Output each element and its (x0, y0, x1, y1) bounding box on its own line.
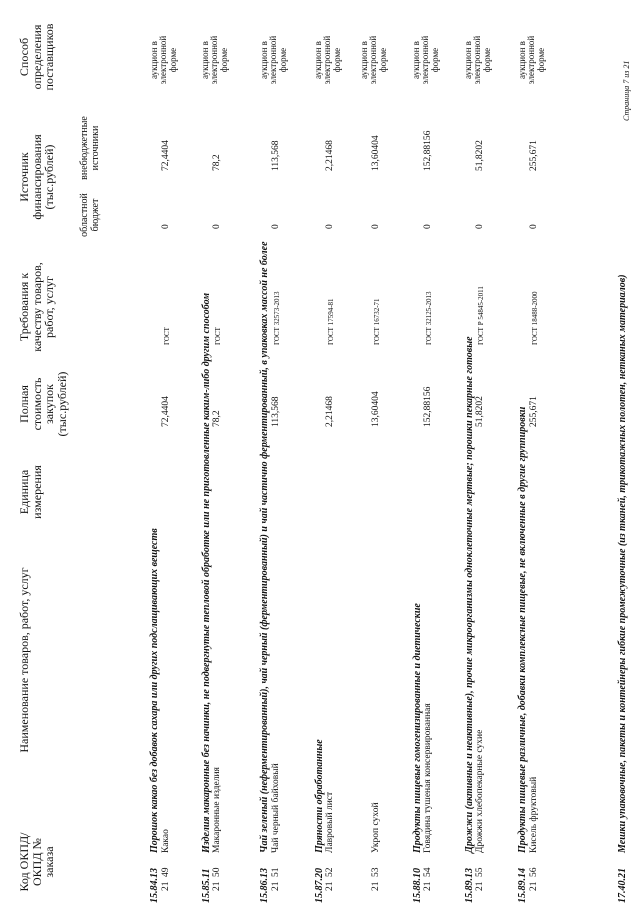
header-funding-regional: областной бюджет (79, 193, 101, 237)
group-title: Изделия макаронные без начинки, не подвергнутые тепловой обработке или не приготовленные каким-либо другим способом (201, 292, 212, 853)
item-name: Лавровый лист (325, 791, 335, 853)
item-name: Укроп сухой (371, 802, 381, 853)
procurement-method: аукцион в электронной форме (313, 35, 342, 85)
funding-regional-value: 0 (161, 224, 171, 229)
header-requirements: Требования к качеству товаров, работ, услуг (17, 262, 57, 352)
order-number: 53 (371, 867, 381, 877)
group-code: 15.89.14 (517, 868, 528, 903)
funding-extra-value: 51,8202 (475, 140, 485, 171)
group-title: Продукты пищевые гомогенизированные и диетические (412, 603, 423, 853)
funding-extra-value: 78,2 (212, 154, 222, 171)
order-number: 55 (475, 867, 485, 877)
group-code: 15.84.13 (149, 868, 160, 903)
funding-extra-value: 152,88156 (423, 130, 433, 171)
item-cost: 51,8202 (475, 396, 485, 427)
item-name: Макаронные изделия (212, 767, 222, 853)
group-code: 15.88.10 (412, 868, 423, 903)
funding-regional-value: 0 (529, 224, 539, 229)
funding-extra-value: 255,671 (529, 140, 539, 171)
quality-standard: ГОСТ Р 54845-2011 (477, 286, 485, 345)
header-cost: Полная стоимость закупок (тыс.рублей) (17, 371, 69, 437)
item-name: Чай черный байховый (271, 763, 281, 853)
funding-regional-value: 0 (212, 224, 222, 229)
group-title: Мешки упаковочные, пакеты и контейнеры гибкие промежуточные (из тканей, трикотажных полотен, нетканых материалов) (617, 274, 628, 853)
order-number-prefix: 21 (271, 881, 281, 891)
order-number: 56 (529, 867, 539, 877)
item-cost: 13,60404 (371, 391, 381, 427)
order-number: 52 (325, 867, 335, 877)
header-funding-extra: внебюджетные источники (79, 116, 101, 180)
item-cost: 2,21468 (325, 396, 335, 427)
item-cost: 72,4404 (161, 396, 171, 427)
funding-regional-value: 0 (325, 224, 335, 229)
procurement-method: аукцион в электронной форме (359, 35, 388, 85)
group-code: 15.85.11 (201, 868, 212, 903)
quality-standard: ГОСТ 17594-81 (327, 298, 335, 345)
funding-regional-value: 0 (271, 224, 281, 229)
funding-regional-value: 0 (475, 224, 485, 229)
header-funding: Источник финансирования (тыс.рублей) (17, 134, 57, 220)
order-number-prefix: 21 (423, 881, 433, 891)
group-code: 15.89.13 (464, 868, 475, 903)
procurement-method: аукцион в электронной форме (200, 35, 229, 85)
page-number: Страница 7 из 21 (622, 60, 631, 121)
item-cost: 152,88156 (423, 386, 433, 427)
group-title: Чай зеленый (неферментированный), чай черный (ферментированный) и чай частично ферментированный, в упаковках массой не более (259, 241, 270, 853)
funding-regional-value: 0 (371, 224, 381, 229)
order-number-prefix: 21 (325, 881, 335, 891)
header-unit: Единица измерения (17, 465, 44, 519)
procurement-method: аукцион в электронной форме (463, 35, 492, 85)
group-code: 17.40.21 (617, 868, 628, 903)
quality-standard: ГОСТ 18488-2000 (531, 291, 539, 345)
group-title: Продукты пищевые различные, добавки комплексные пищевые, не включенные в другие группировки (517, 406, 528, 853)
procurement-method: аукцион в электронной форме (149, 35, 178, 85)
order-number: 54 (423, 867, 433, 877)
item-name: Говядина тушеная консервированная (423, 703, 433, 853)
quality-standard: ГОСТ (214, 327, 222, 345)
item-cost: 113,568 (271, 396, 281, 427)
order-number: 49 (161, 867, 171, 877)
group-code: 15.86.13 (259, 868, 270, 903)
item-name: Кисель фруктовый (529, 776, 539, 853)
item-cost: 78,2 (212, 410, 222, 427)
header-method: Способ определения поставщиков (17, 23, 57, 91)
funding-extra-value: 113,568 (271, 140, 281, 171)
group-title: Порошок какао без добавок сахара или других подслащивающих веществ (149, 528, 160, 853)
group-title: Пряности обработанные (314, 739, 325, 853)
procurement-method: аукцион в электронной форме (259, 35, 288, 85)
group-title: Дрожжи (активные и неактивные), прочие микроорганизмы одноклеточные мертвые; порошки пекарные готовые (464, 336, 475, 853)
funding-extra-value: 13,60404 (371, 135, 381, 171)
item-cost: 255,671 (529, 396, 539, 427)
funding-extra-value: 72,4404 (161, 140, 171, 171)
header-name: Наименование товаров, работ, услуг (17, 567, 31, 753)
quality-standard: ГОСТ 32573-2013 (273, 291, 281, 345)
quality-standard: ГОСТ 16732-71 (373, 298, 381, 345)
procurement-method: аукцион в электронной форме (517, 35, 546, 85)
quality-standard: ГОСТ (163, 327, 171, 345)
order-number: 50 (212, 867, 222, 877)
header-code: Код ОКПД/ ОКПД № заказа (17, 832, 57, 892)
order-number-prefix: 21 (529, 881, 539, 891)
procurement-method: аукцион в электронной форме (411, 35, 440, 85)
order-number-prefix: 21 (475, 881, 485, 891)
order-number: 51 (271, 867, 281, 877)
order-number-prefix: 21 (371, 881, 381, 891)
quality-standard: ГОСТ 32125-2013 (425, 291, 433, 345)
group-code: 15.87.20 (314, 868, 325, 903)
item-name: Какао (161, 829, 171, 853)
item-name: Дрожжи хлебопекарные сухие (475, 729, 485, 853)
funding-extra-value: 2,21468 (325, 140, 335, 171)
order-number-prefix: 21 (212, 881, 222, 891)
funding-regional-value: 0 (423, 224, 433, 229)
order-number-prefix: 21 (161, 881, 171, 891)
